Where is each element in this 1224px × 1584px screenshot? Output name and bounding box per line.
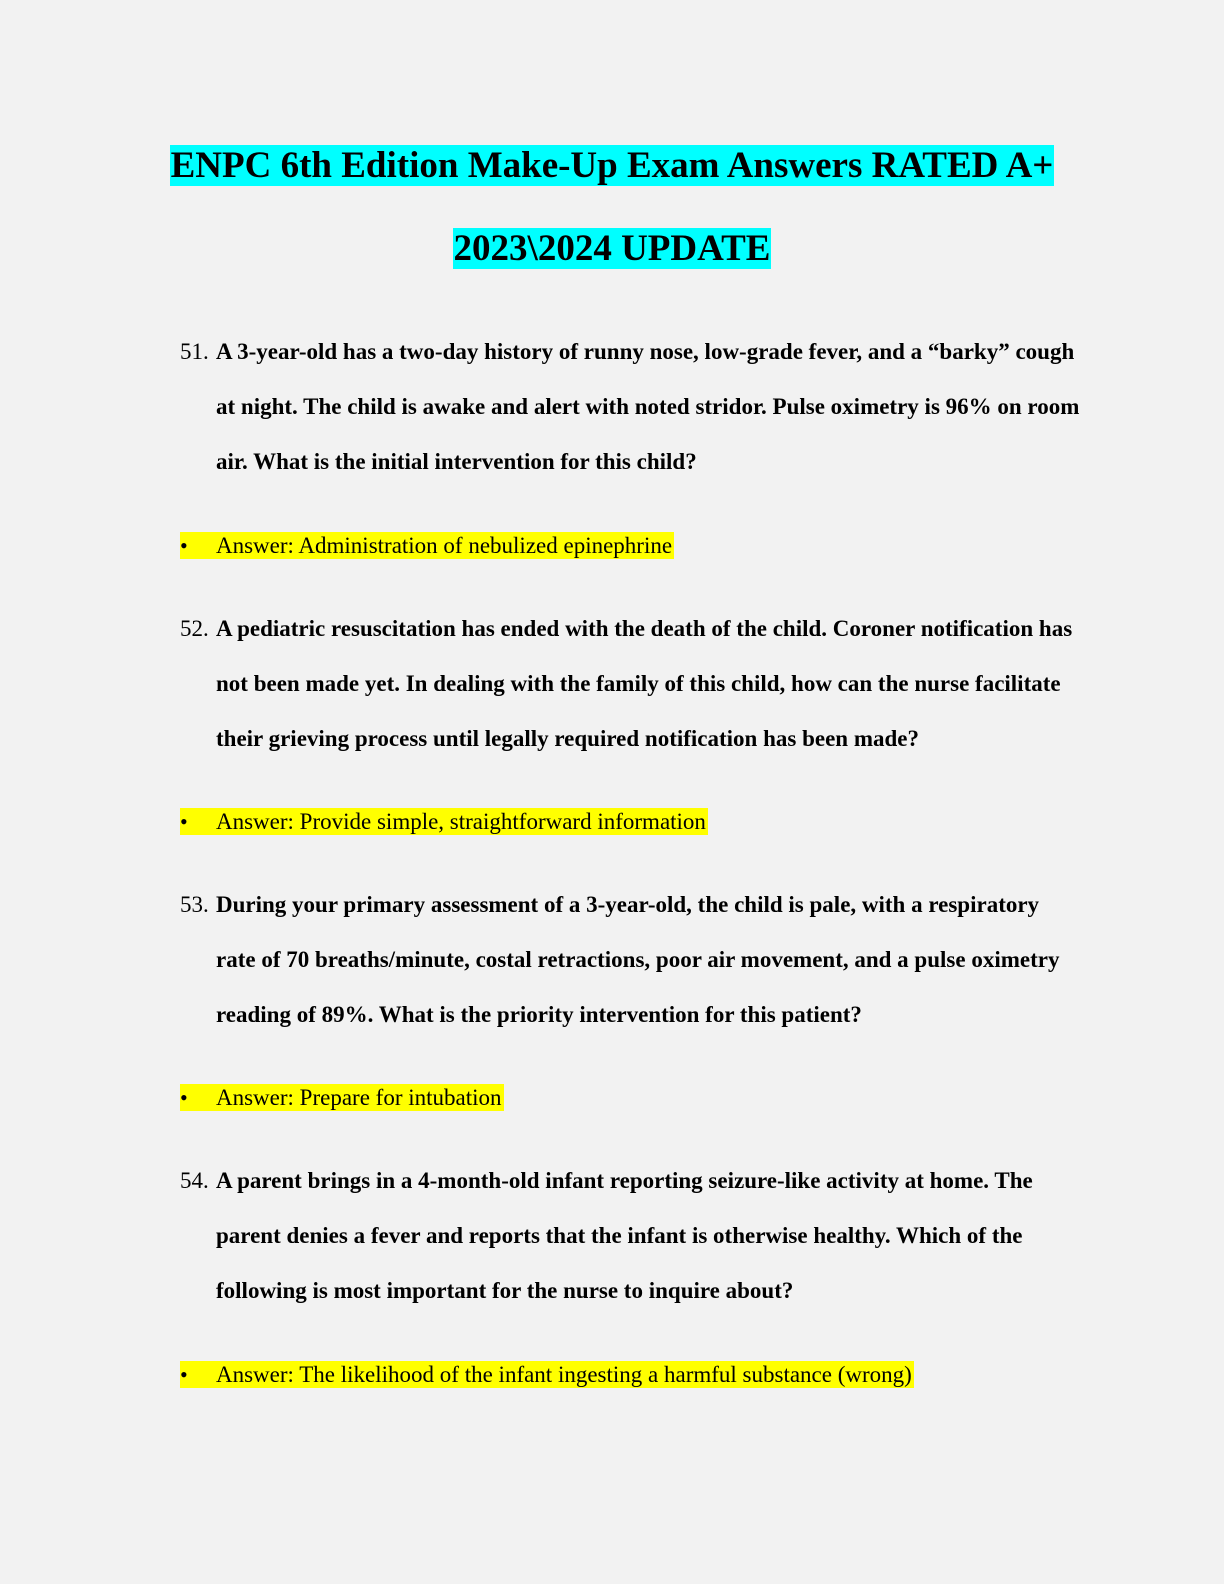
answer-text: Answer: Prepare for intubation [216,1085,502,1110]
page-title-line-1 [0,145,1224,187]
page-title-line-2 [0,228,1224,270]
question-number: 52. [180,616,209,641]
question-53 [180,877,1080,1042]
answer-highlight [180,532,674,559]
question-text: A parent brings in a 4-month-old infant reporting seizure-like activity at home. The parent denies a fever and reports that the infant is otherwise healthy. Which of the following is most important for the nurse to inquire about? [216,1168,1033,1303]
answer-54 [180,1361,914,1388]
answer-52 [180,808,708,835]
question-51 [180,324,1080,489]
answer-highlight [180,1084,504,1111]
question-52 [180,601,1080,766]
page-title-text-2: 2023\2024 UPDATE [453,228,771,269]
question-text: A pediatric resuscitation has ended with the death of the child. Coroner notification has not been made yet. In dealing with the family of this child, how can the nurse facilitate their grieving process until legally required notification has been made? [216,616,1073,751]
question-54 [180,1153,1080,1318]
answer-text: Answer: Administration of nebulized epinephrine [216,533,673,558]
page-title-text-1: ENPC 6th Edition Make-Up Exam Answers RATED A+ [170,145,1054,186]
answer-text: Answer: The likelihood of the infant ingesting a harmful substance (wrong) [216,1362,912,1387]
question-text: A 3-year-old has a two-day history of runny nose, low-grade fever, and a “barky” cough at night. The child is awake and alert with noted stridor. Pulse oximetry is 96% on room air. What is the initial intervention for this child? [216,339,1080,474]
answer-53 [180,1084,504,1111]
question-number: 51. [180,339,209,364]
answer-highlight [180,808,708,835]
bullet-icon: • [180,533,188,558]
question-text: During your primary assessment of a 3-year-old, the child is pale, with a respiratory rate of 70 breaths/minute, costal retractions, poor air movement, and a pulse oximetry reading of 89%. What is the priority intervention for this patient? [216,892,1060,1027]
answer-51 [180,532,674,559]
bullet-icon: • [180,1362,188,1387]
question-number: 54. [180,1168,209,1193]
answer-highlight [180,1361,914,1388]
bullet-icon: • [180,1085,188,1110]
question-number: 53. [180,892,209,917]
answer-text: Answer: Provide simple, straightforward information [216,809,706,834]
bullet-icon: • [180,809,188,834]
